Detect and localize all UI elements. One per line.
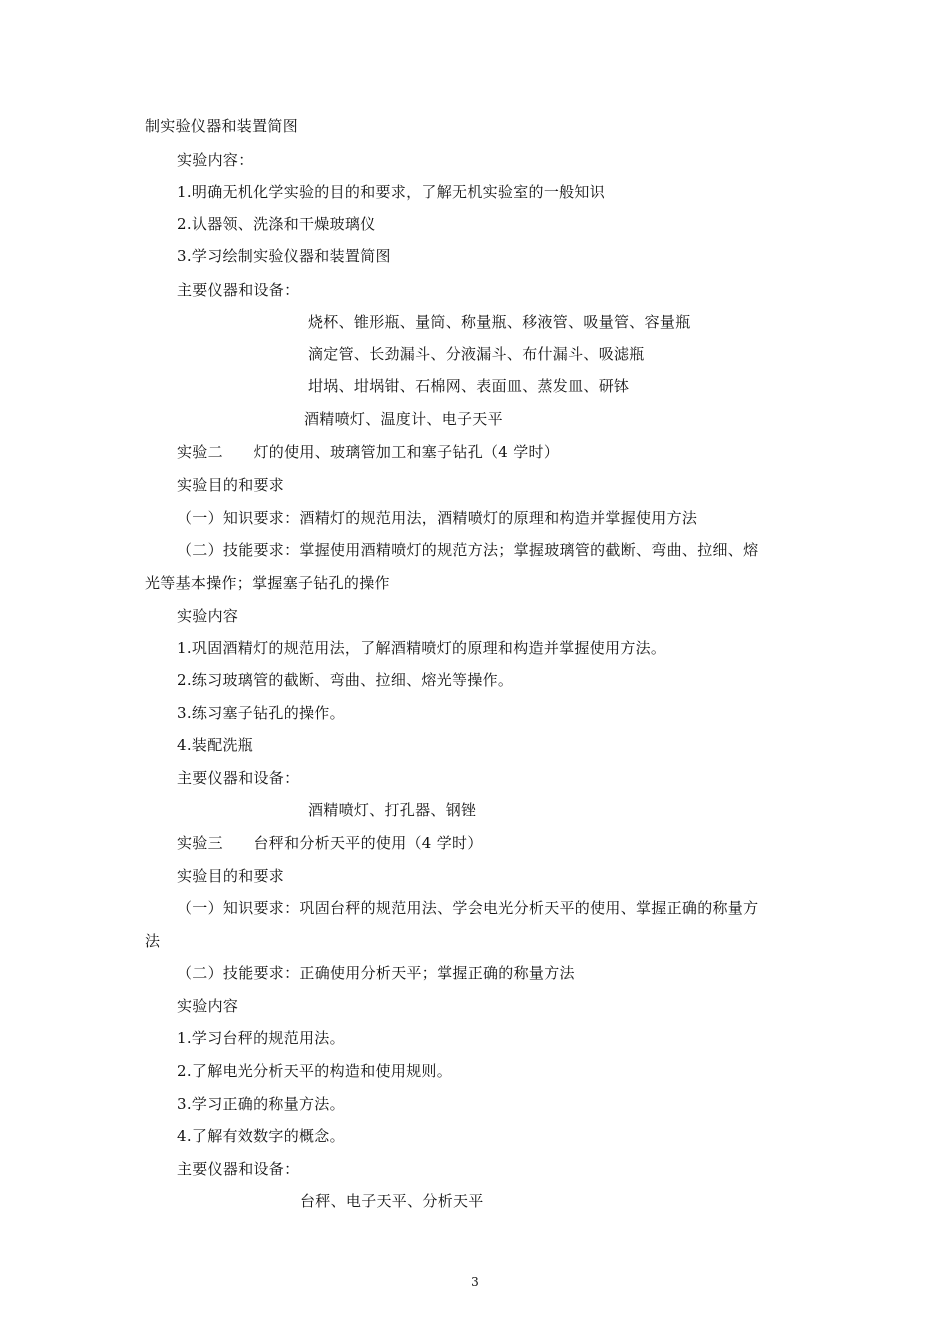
text-line: （一）知识要求：酒精灯的规范用法，酒精喷灯的原理和构造并掌握使用方法: [177, 509, 698, 527]
experiment-title: 实验二 灯的使用、玻璃管加工和塞子钻孔（4 学时）: [177, 443, 560, 461]
text-line: （二）技能要求：掌握使用酒精喷灯的规范方法；掌握玻璃管的截断、弯曲、拉细、熔: [177, 541, 759, 559]
list-item: 3.学习绘制实验仪器和装置简图: [177, 247, 391, 265]
section-heading: 实验目的和要求: [177, 476, 285, 494]
equipment-line: 酒精喷灯、打孔器、钢锉: [308, 801, 477, 819]
list-item: 1.学习台秤的规范用法。: [177, 1029, 345, 1047]
list-item: 2.练习玻璃管的截断、弯曲、拉细、熔光等操作。: [177, 671, 514, 689]
text-line: （二）技能要求：正确使用分析天平；掌握正确的称量方法: [177, 964, 575, 982]
text-line: 法: [145, 932, 161, 950]
equipment-line: 滴定管、长劲漏斗、分液漏斗、布什漏斗、吸滤瓶: [308, 345, 645, 363]
list-item: 2.了解电光分析天平的构造和使用规则。: [177, 1062, 453, 1080]
list-item: 1.明确无机化学实验的目的和要求，了解无机实验室的一般知识: [177, 183, 606, 201]
section-heading: 主要仪器和设备：: [177, 1160, 300, 1178]
page-number: 3: [471, 1275, 479, 1289]
section-heading: 主要仪器和设备：: [177, 769, 300, 787]
section-heading: 实验内容: [177, 997, 239, 1015]
equipment-line: 台秤、电子天平、分析天平: [300, 1192, 484, 1210]
section-heading: 实验内容: [177, 607, 239, 625]
list-item: 1.巩固酒精灯的规范用法，了解酒精喷灯的原理和构造并掌握使用方法。: [177, 639, 667, 657]
list-item: 2.认器领、洗涤和干燥玻璃仪: [177, 215, 376, 233]
text-line: （一）知识要求：巩固台秤的规范用法、学会电光分析天平的使用、掌握正确的称量方: [177, 899, 759, 917]
text-line: 制实验仪器和装置简图: [145, 117, 299, 135]
section-heading: 实验目的和要求: [177, 867, 285, 885]
text-line: 光等基本操作；掌握塞子钻孔的操作: [145, 574, 390, 592]
list-item: 4.了解有效数字的概念。: [177, 1127, 345, 1145]
list-item: 4.装配洗瓶: [177, 736, 254, 754]
section-heading: 主要仪器和设备：: [177, 281, 300, 299]
section-heading: 实验内容：: [177, 151, 254, 169]
list-item: 3.练习塞子钻孔的操作。: [177, 704, 345, 722]
equipment-line: 酒精喷灯、温度计、电子天平: [304, 410, 503, 428]
list-item: 3.学习正确的称量方法。: [177, 1095, 345, 1113]
experiment-title: 实验三 台秤和分析天平的使用（4 学时）: [177, 834, 483, 852]
equipment-line: 烧杯、锥形瓶、量筒、称量瓶、移液管、吸量管、容量瓶: [308, 313, 691, 331]
equipment-line: 坩埚、坩埚钳、石棉网、表面皿、蒸发皿、研钵: [308, 377, 630, 395]
